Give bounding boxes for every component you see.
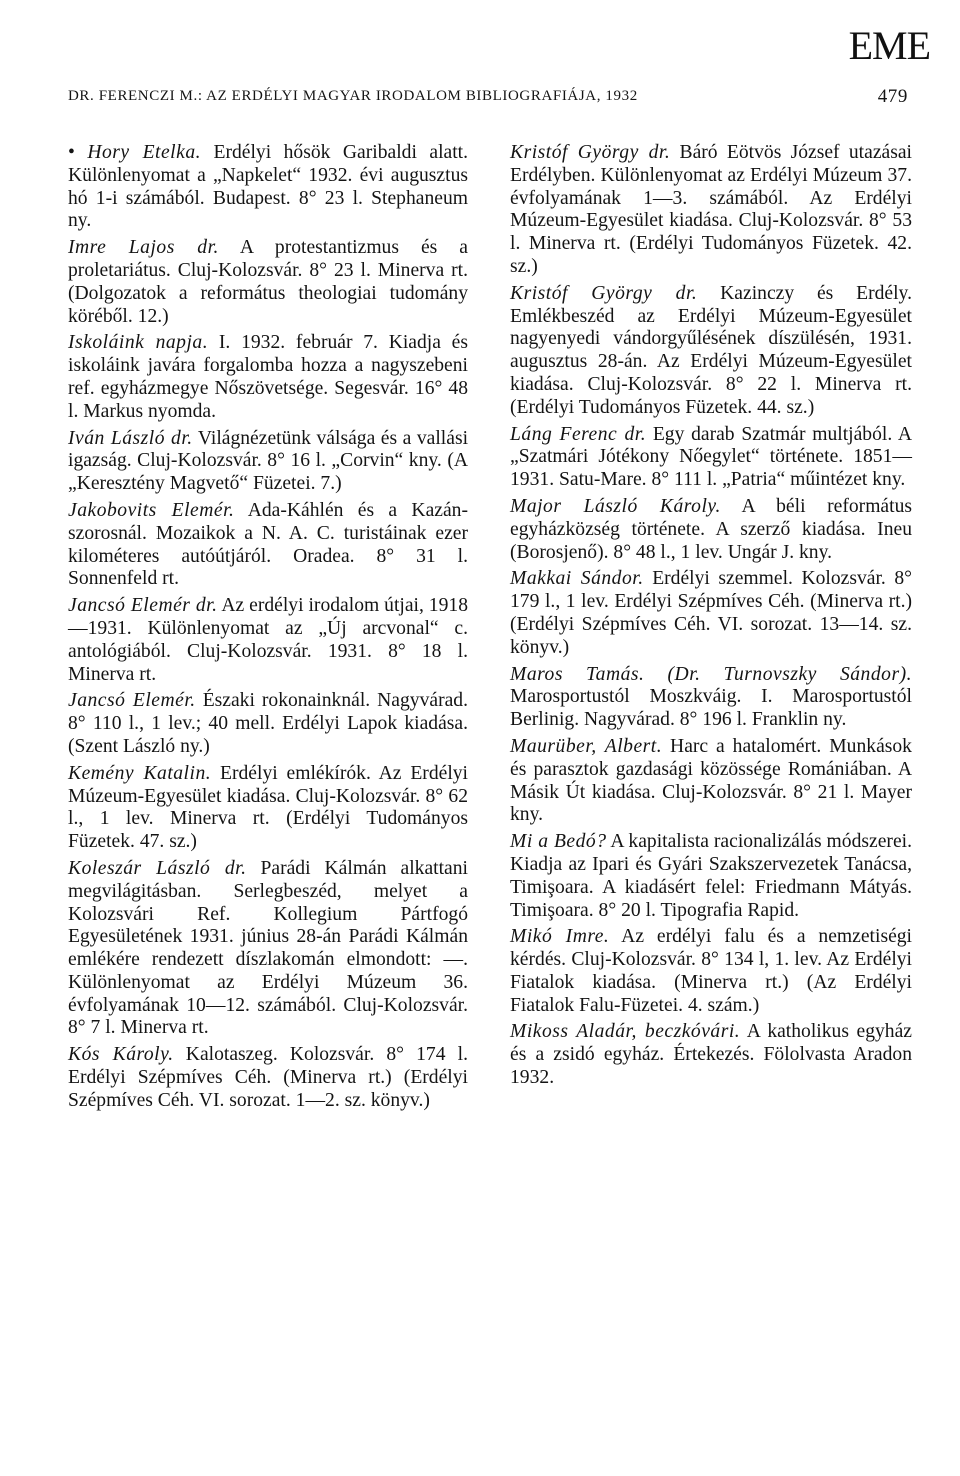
right-column: [510, 142, 912, 1094]
entry-author: Iskoláink napja.: [68, 332, 209, 354]
entry-author: Kós Károly.: [68, 1044, 174, 1066]
entry-author: Mi a Bedó?: [510, 831, 607, 853]
entry-text: Világnézetünk válsága és a vallási igazság. Cluj-Kolozsvár. 8° 16 l. „Corvin“ kny. (A „Keresztény Magvető“ Füzetei. 7.): [68, 427, 469, 495]
bibliography-entry: [510, 568, 912, 659]
bibliography-entry: [68, 237, 468, 328]
entry-text: Északi rokonainknál. Nagyvárad. 8° 110 l., 1 lev.; 40 mell. Erdélyi Lapok kiadása. (Szent László ny.): [68, 690, 468, 757]
entry-author: Mikó Imre.: [510, 926, 610, 948]
entry-author: Iván László dr.: [68, 427, 193, 449]
bibliography-entry: [510, 496, 912, 564]
bibliography-entry: [68, 690, 468, 758]
bibliography-entry: [68, 1044, 468, 1112]
entry-text: A kapitalista racionalizálás módszerei. Kiadja az Ipari és Gyári Szakszervezetek Tanácsa, Timişoara. A kiadásért felel: Friedmann Mátyás. Timişoara. 8° 20 l. Tipografia Rapid.: [510, 831, 912, 921]
bibliography-entry: [510, 424, 912, 492]
bibliography-entry: [510, 664, 912, 732]
bibliography-entry: [510, 926, 912, 1017]
entry-text: Báró Eötvös József utazásai Erdélyben. Különlenyomat az Erdélyi Múzeum 37. évfolyamának 1—3. számából. Az Erdélyi Múzeum-Egyesület kiadása. Cluj-Kolozsvár. 8° 53 l. Minerva rt. (Erdélyi Tudományos Füzetek. 42. sz.): [510, 142, 912, 277]
entry-author: Maros Tamás. (Dr. Turnovszky Sándor).: [510, 663, 912, 685]
entry-text: Erdélyi szemmel. Kolozsvár. 8° 179 l., 1 lev. Erdélyi Szépmíves Céh. (Minerva rt.) (Erdélyi Szépmíves Céh. VI. sorozat. 13—14. sz. könyv.): [510, 568, 912, 658]
entry-author: Mikoss Aladár, beczkóvári.: [510, 1021, 741, 1043]
bibliography-entry: [68, 763, 468, 854]
page-number: 479: [877, 86, 908, 107]
entry-text: Erdélyi hősök Garibaldi alatt. Különlenyomat a „Napkelet“ 1932. évi augusztus hó 1-i számából. Budapest. 8° 23 l. Stephaneum ny.: [68, 142, 468, 232]
entry-text: Harc a hatalomért. Munkások és parasztok gazdasági közössége Romániában. A Másik Út kiadása. Cluj-Kolozsvár. 8° 21 l. Mayer kny.: [510, 735, 912, 826]
publisher-logo: EME: [848, 23, 930, 68]
bibliography-entry: [68, 142, 468, 233]
entry-author: Jakobovits Elemér.: [68, 499, 235, 521]
bibliography-entry: [510, 142, 912, 279]
bullet-marker: •: [68, 142, 75, 163]
entry-text: Erdélyi emlékírók. Az Erdélyi Múzeum-Egyesület kiadása. Cluj-Kolozsvár. 8° 62 l., 1 lev. Minerva rt. (Erdélyi Tudományos Füzetek. 47. sz.): [68, 762, 469, 853]
entry-author: Jancsó Elemér.: [68, 690, 196, 712]
entry-author: Major László Károly.: [510, 495, 721, 517]
running-header: [68, 88, 908, 112]
entry-text: Parádi Kálmán alkattani megvilágitásban. Serlegbeszéd, melyet a Kolozsvári Ref. Kollegium Pártfogó Egyesületének 1931. június 28-án Parádi Kálmán emlékére rendezett díszlakomán elmondott: —. Különlenyomat az Erdélyi Múzeum 36. évfolyamának 10—12. számából. Cluj-Kolozsvár. 8° 7 l. Minerva rt.: [68, 857, 468, 1039]
entry-text: Marosportustól Moszkváig. I. Marosportustól Berlinig. Nagyvárad. 8° 196 l. Franklin ny.: [510, 686, 912, 731]
bibliography-entry: [68, 332, 468, 423]
entry-author: Makkai Sándor.: [510, 568, 644, 590]
bibliography-entry: [68, 595, 468, 686]
entry-author: Kristóf György dr.: [510, 282, 698, 304]
entry-author: Hory Etelka.: [87, 142, 202, 163]
entry-author: Imre Lajos dr.: [68, 237, 219, 259]
bibliography-entry: [68, 500, 468, 591]
entry-text: I. 1932. február 7. Kiadja és iskoláink javára forgalomba hozza a nagyszebeni ref. egyházmegye Nőszövetsége. Segesvár. 16° 48 l. Markus nyomda.: [68, 332, 469, 422]
bibliography-entry: [68, 428, 468, 496]
entry-text: Ada-Káhlén és a Kazán-szorosnál. Mozaikok a N. A. C. turistáinak ezer kilométeres autóútjáról. Oradea. 8° 31 l. Sonnenfeld rt.: [68, 499, 468, 590]
bibliography-entry: [510, 1021, 912, 1089]
entry-author: Jancsó Elemér dr.: [68, 595, 218, 617]
entry-text: A protestantizmus és a proletariátus. Cluj-Kolozsvár. 8° 23 l. Minerva rt. (Dolgozatok a református theologiai tudomány köréből. 12.): [68, 237, 468, 327]
entry-author: Maurüber, Albert.: [510, 735, 663, 757]
entry-text: Kalotaszeg. Kolozsvár. 8° 174 l. Erdélyi Szépmíves Céh. (Minerva rt.) (Erdélyi Szépmíves Céh. VI. sorozat. 1—2. sz. könyv.): [68, 1044, 468, 1111]
entry-text: Az erdélyi falu és a nemzetiségi kérdés. Cluj-Kolozsvár. 8° 134 l, 1. lev. Az Erdélyi Fiatalok kiadása. (Minerva rt.) (Az Erdélyi Fiatalok Falu-Füzetei. 4. szám.): [510, 926, 913, 1016]
bibliography-entry: [510, 283, 912, 420]
entry-text: Egy darab Szatmár multjából. A „Szatmári Jótékony Nőegylet“ története. 1851—1931. Satu-Mare. 8° 111 l. „Patria“ műintézet kny.: [510, 423, 912, 491]
entry-text: A katholikus egyház és a zsidó egyház. Értekezés. Fölolvasta Aradon 1932.: [510, 1021, 912, 1089]
entry-text: A béli református egyházközség története. A szerző kiadása. Ineu (Borosjenő). 8° 48 l., 1 lev. Ungár J. kny.: [510, 495, 912, 563]
header-title: DR. FERENCZI M.: AZ ERDÉLYI MAGYAR IRODALOM BIBLIOGRAFIÁJA, 1932: [68, 88, 638, 104]
entry-text: Az erdélyi irodalom útjai, 1918—1931. Különlenyomat az „Új arcvonal“ c. antológiából. Cluj-Kolozsvár. 1931. 8° 18 l. Minerva rt.: [68, 595, 468, 685]
entry-author: Koleszár László dr.: [68, 857, 247, 879]
entry-author: Láng Ferenc dr.: [510, 423, 647, 445]
bibliography-entry: [68, 858, 468, 1040]
bibliography-entry: [510, 736, 912, 827]
bibliography-entry: [510, 831, 912, 922]
entry-author: Kristóf György dr.: [510, 142, 671, 163]
left-column: [68, 142, 468, 1117]
entry-author: Kemény Katalin.: [68, 762, 212, 784]
entry-text: Kazinczy és Erdély. Emlékbeszéd az Erdélyi Múzeum-Egyesület nagyenyedi vándorgyűlésének díszülésén, 1931. augusztus 28-án. Az Erdélyi Múzeum-Egyesület kiadása. Cluj-Kolozsvár. 8° 22 l. Minerva rt. (Erdélyi Tudományos Füzetek. 44. sz.): [510, 282, 912, 418]
